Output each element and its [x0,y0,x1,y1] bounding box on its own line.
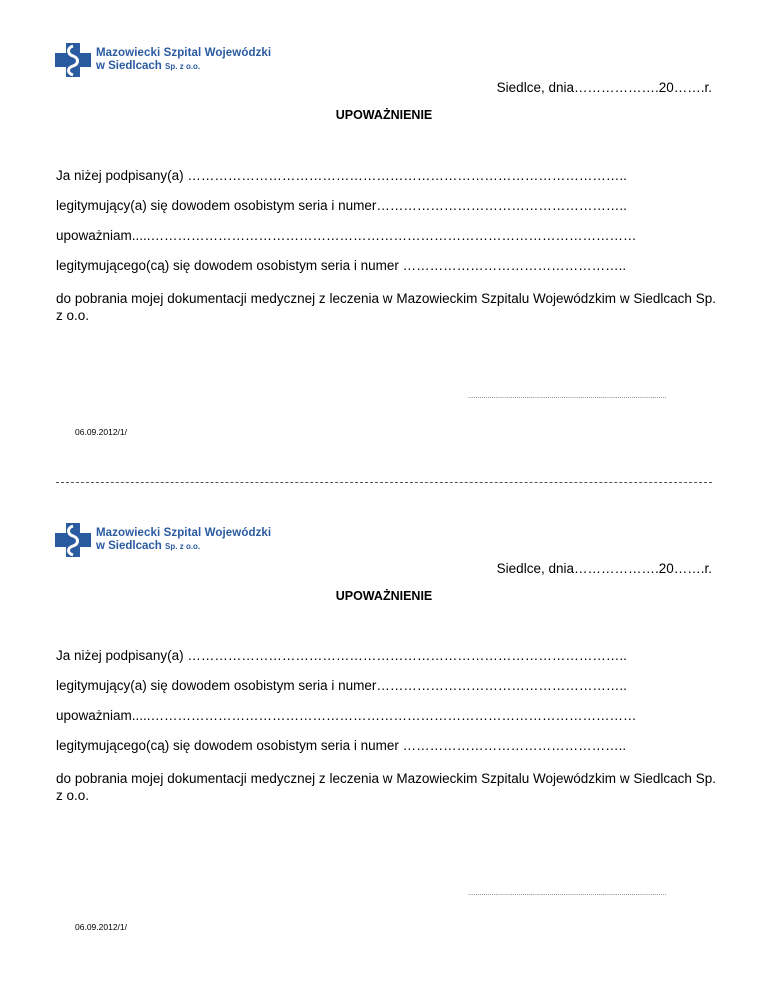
signature-line: ...................................................................................................... [468,890,667,897]
signature-line: ...................................................................................................... [468,393,667,400]
logo-name-line1: Mazowiecki Szpital Wojewódzki [96,527,272,539]
authorization-paragraph: do pobrania mojej dokumentacji medycznej z leczenia w Mazowieckim Szpitalu Wojewódzkim w Siedlcach Sp. z o.o. [56,291,716,323]
signer-name-line: Ja niżej podpisany(a) …………………………………………………………………………………….. [56,168,627,183]
authorization-form-1 [0,0,768,480]
signer-id-line: legitymujący(a) się dowodem osobistym seria i numer……………………………………………….. [56,678,627,693]
hospital-logo [55,43,271,77]
authorize-line: upoważniam.....……………………………………………………………………………………………… [56,708,637,723]
logo-name-line2: w Siedlcach [96,60,162,72]
authorized-id-line: legitymującego(cą) się dowodem osobistym seria i numer ………………………………………….. [56,738,627,753]
document-title: UPOWAŻNIENIE [335,589,433,603]
document-code: 06.09.2012/1/ [75,427,127,437]
authorize-line: upoważniam.....……………………………………………………………………………………………… [56,228,637,243]
signer-name-line: Ja niżej podpisany(a) …………………………………………………………………………………….. [56,648,627,663]
signer-id-line: legitymujący(a) się dowodem osobistym seria i numer……………………………………………….. [56,198,627,213]
hospital-logo [55,523,271,557]
hospital-cross-icon [55,523,91,557]
document-code: 06.09.2012/1/ [75,922,127,932]
authorization-form-2 [0,480,768,960]
hospital-cross-icon [55,43,91,77]
place-date-line: Siedlce, dnia……………….20…….r. [496,561,712,576]
authorization-paragraph: do pobrania mojej dokumentacji medycznej z leczenia w Mazowieckim Szpitalu Wojewódzkim w Siedlcach Sp. z o.o. [56,771,716,803]
place-date-line: Siedlce, dnia……………….20…….r. [496,80,712,95]
authorized-id-line: legitymującego(cą) się dowodem osobistym seria i numer ………………………………………….. [56,258,627,273]
logo-company-suffix: Sp. z o.o. [165,62,201,71]
logo-name-line1: Mazowiecki Szpital Wojewódzki [96,47,272,59]
logo-company-suffix: Sp. z o.o. [165,542,201,551]
logo-name-line2: w Siedlcach [96,540,162,552]
document-title: UPOWAŻNIENIE [335,108,433,122]
